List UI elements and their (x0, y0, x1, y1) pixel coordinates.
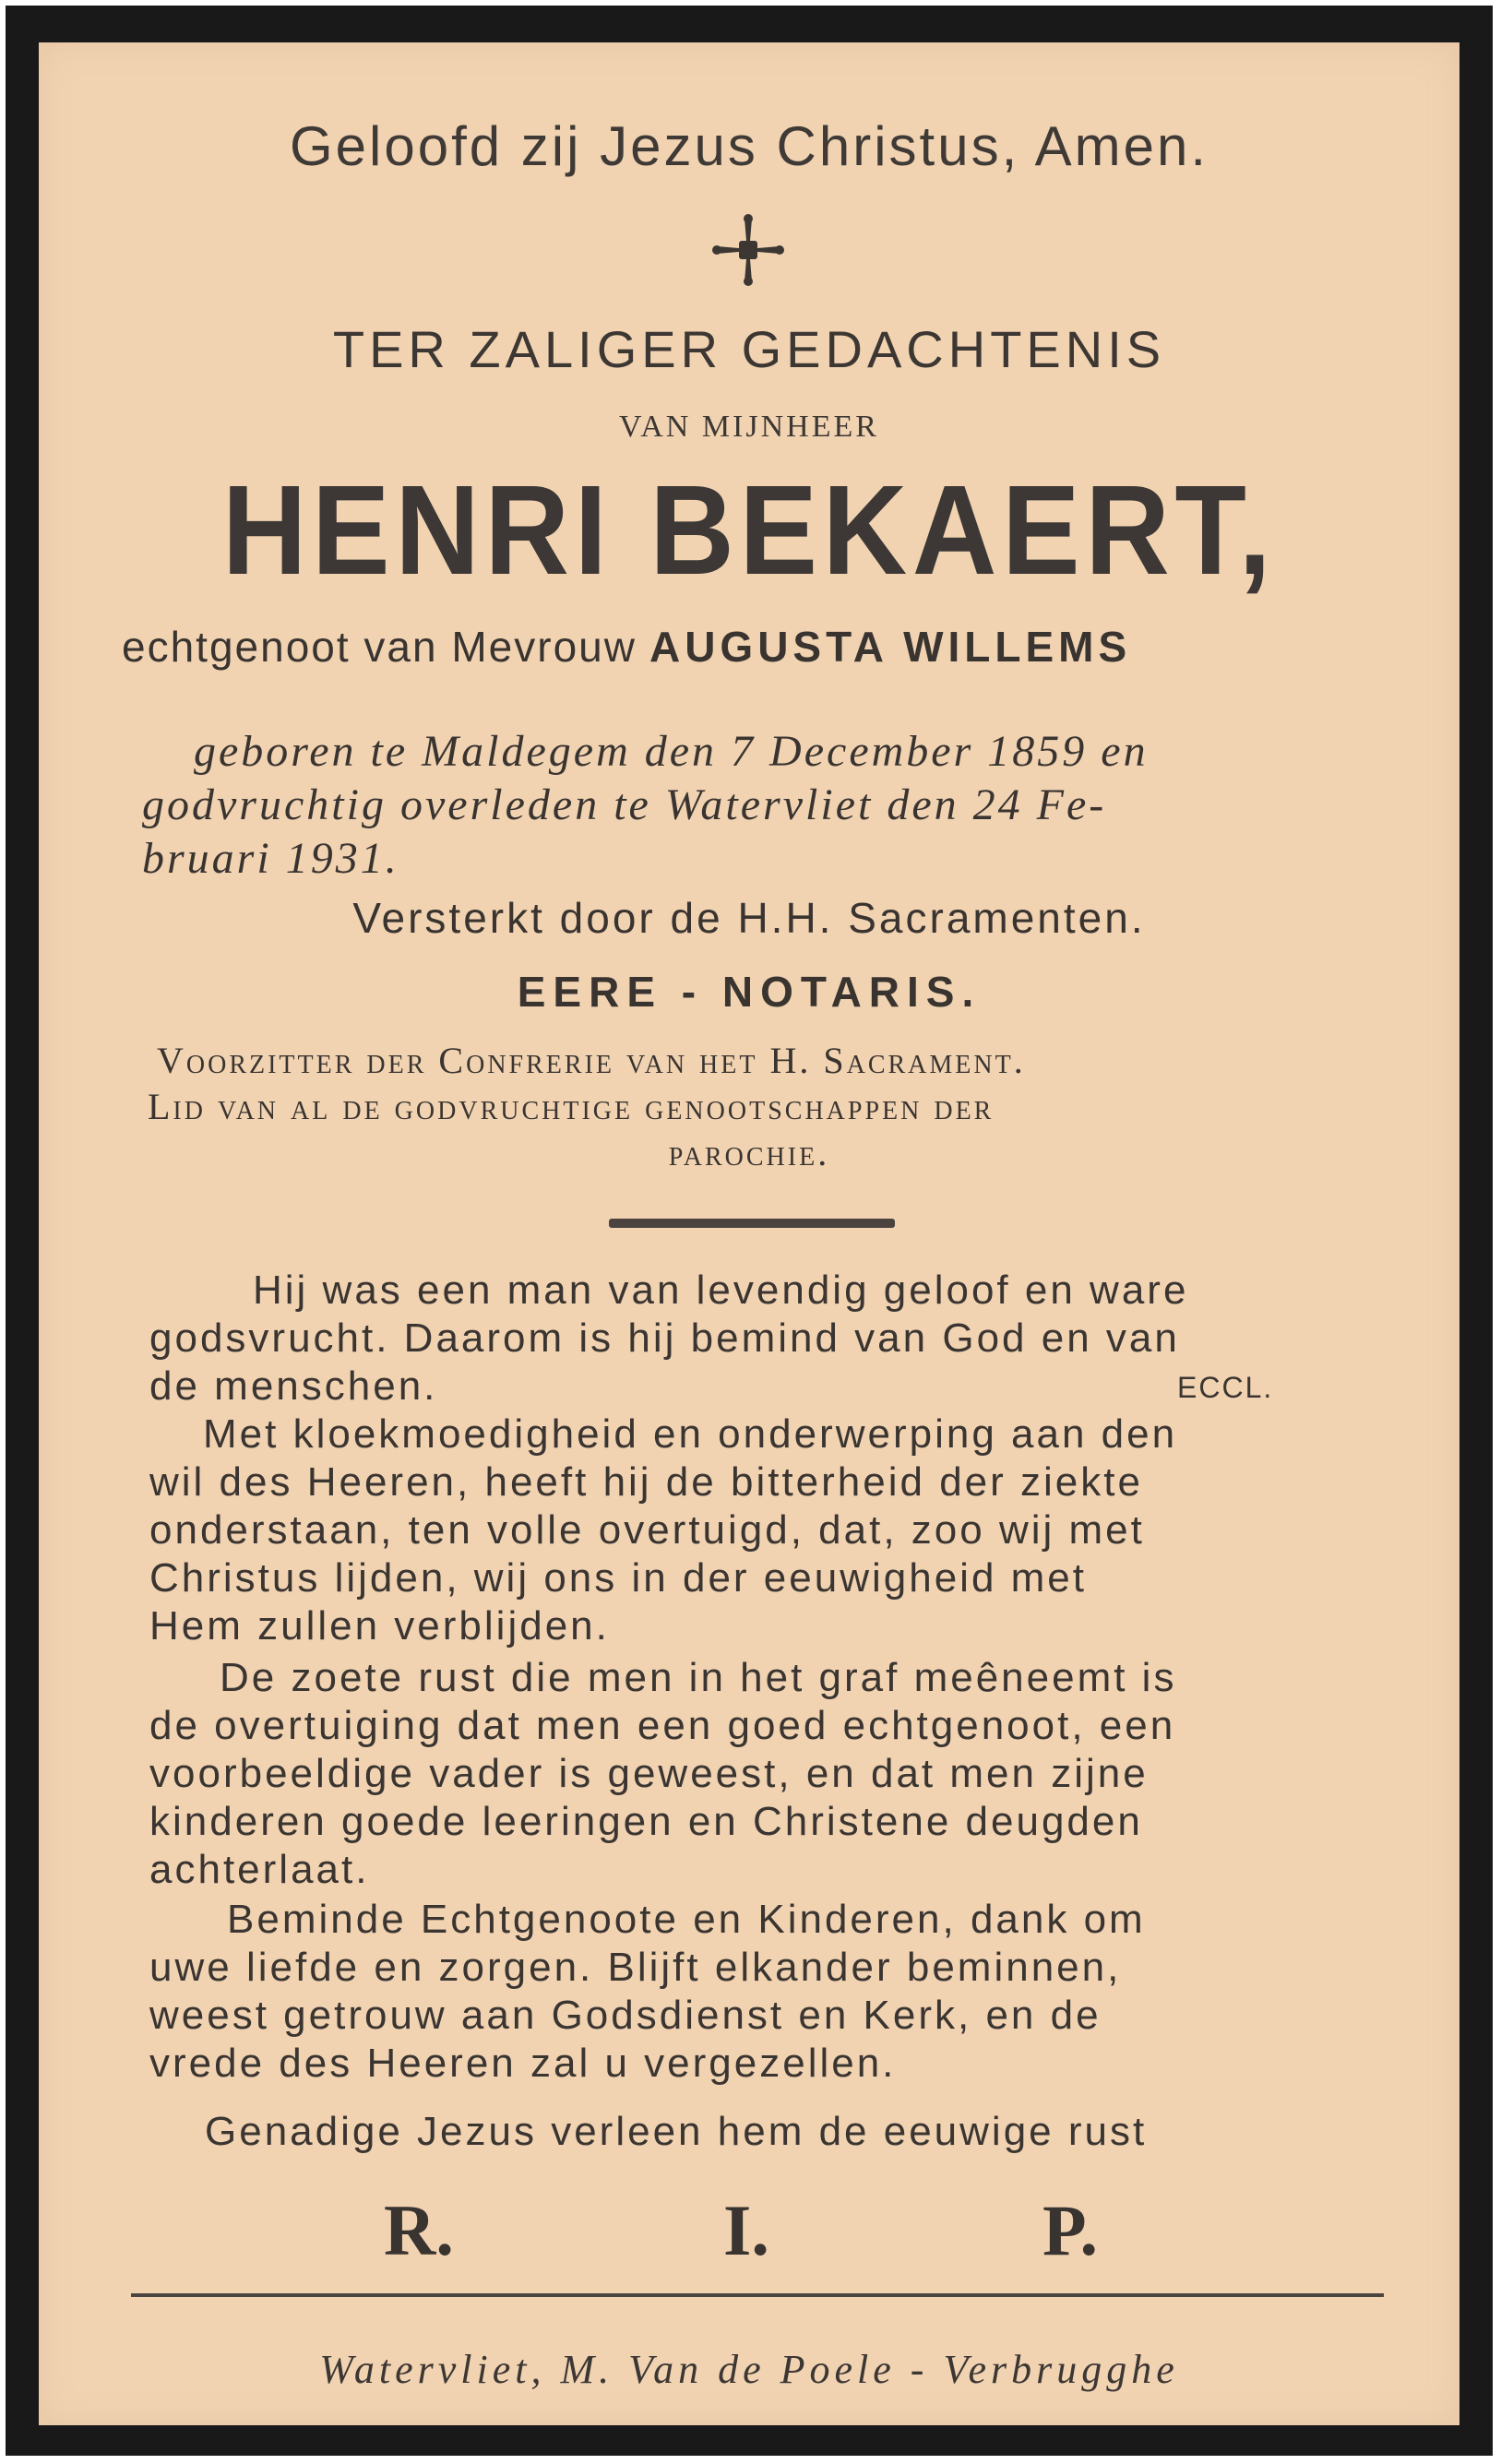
cross-icon (711, 213, 785, 287)
paragraph-2-line-1: Met kloekmoedigheid en onderwerping aan den (203, 1411, 1178, 1457)
role-line-1: Voorzitter der Confrerie van het H. Sacrament. (157, 1040, 1026, 1081)
paragraph-4-line-3: weest getrouw aan Godsdienst en Kerk, en de (149, 1993, 1102, 2038)
paragraph-2-line-4: Christus lijden, wij ons in der eeuwigheid met (149, 1555, 1087, 1601)
rip-letter-i: I. (723, 2190, 769, 2270)
paragraph-3-line-4: kinderen goede leeringen en Christene deugden (149, 1799, 1143, 1844)
role-line-2: Lid van al de godvruchtige genootschappen der (148, 1086, 995, 1127)
paragraph-4-line-4: vrede des Heeren zal u vergezellen. (149, 2041, 897, 2086)
spouse-line (122, 622, 1131, 672)
paragraph-3-line-3: voorbeeldige vader is geweest, en dat men zijne (149, 1751, 1149, 1796)
printer-imprint: Watervliet, M. Van de Poele - Verbrugghe (319, 2347, 1179, 2392)
paragraph-1-line-3: de menschen. (149, 1363, 438, 1409)
deceased-name: HENRI BEKAERT, (221, 459, 1277, 601)
paragraph-1-line-2: godsvrucht. Daarom is hij bemind van God en van (149, 1315, 1180, 1361)
bottom-rule-left (131, 2293, 1127, 2297)
paragraph-2-line-2: wil des Heeren, heeft hij de bitterheid der ziekte (149, 1459, 1143, 1505)
profession-title: EERE - NOTARIS. (517, 968, 982, 1016)
birth-death-line-3: bruari 1931. (142, 834, 399, 883)
paragraph-1-line-1: Hij was een man van levendig geloof en ware (253, 1268, 1189, 1313)
paragraph-2-line-3: onderstaan, ten volle overtuigd, dat, zoo wij met (149, 1507, 1145, 1553)
birth-death-line-1: geboren te Maldegem den 7 December 1859 en (194, 727, 1149, 776)
paragraph-3-line-2: de overtuiging dat men een goed echtgenoot, een (149, 1703, 1176, 1748)
role-line-3: parochie. (668, 1132, 830, 1173)
rip-letter-r: R. (384, 2190, 454, 2270)
paragraph-4-line-1: Beminde Echtgenoote en Kinderen, dank om (227, 1897, 1146, 1942)
closing-prayer: Genadige Jezus verleen hem de eeuwige rust (205, 2109, 1148, 2154)
paragraph-3-line-5: achterlaat. (149, 1847, 370, 1892)
spouse-name: AUGUSTA WILLEMS (649, 623, 1132, 671)
sacraments-line: Versterkt door de H.H. Sacramenten. (352, 894, 1146, 942)
of-sir-line: VAN MIJNHEER (619, 410, 879, 444)
paragraph-2-line-5: Hem zullen verblijden. (149, 1603, 610, 1649)
birth-death-line-2: godvruchtig overleden te Watervliet den 24 Fe- (142, 780, 1107, 829)
invocation-line: Geloofd zij Jezus Christus, Amen. (289, 115, 1209, 177)
paragraph-3-line-1: De zoete rust die men in het graf meêneemt is (220, 1655, 1177, 1700)
paragraph-4-line-2: uwe liefde en zorgen. Blijft elkander beminnen, (149, 1945, 1122, 1990)
bottom-rule-right (1126, 2293, 1384, 2297)
memorial-card-paper (39, 42, 1459, 2425)
spouse-prefix: echtgenoot van Mevrouw (122, 623, 637, 671)
rip-letter-p: P. (1042, 2190, 1098, 2270)
memorial-heading: TER ZALIGER GEDACHTENIS (332, 320, 1166, 378)
ornamental-divider (609, 1219, 895, 1228)
source-reference: ECCL. (1177, 1371, 1274, 1404)
memorial-card-border (6, 6, 1493, 2456)
